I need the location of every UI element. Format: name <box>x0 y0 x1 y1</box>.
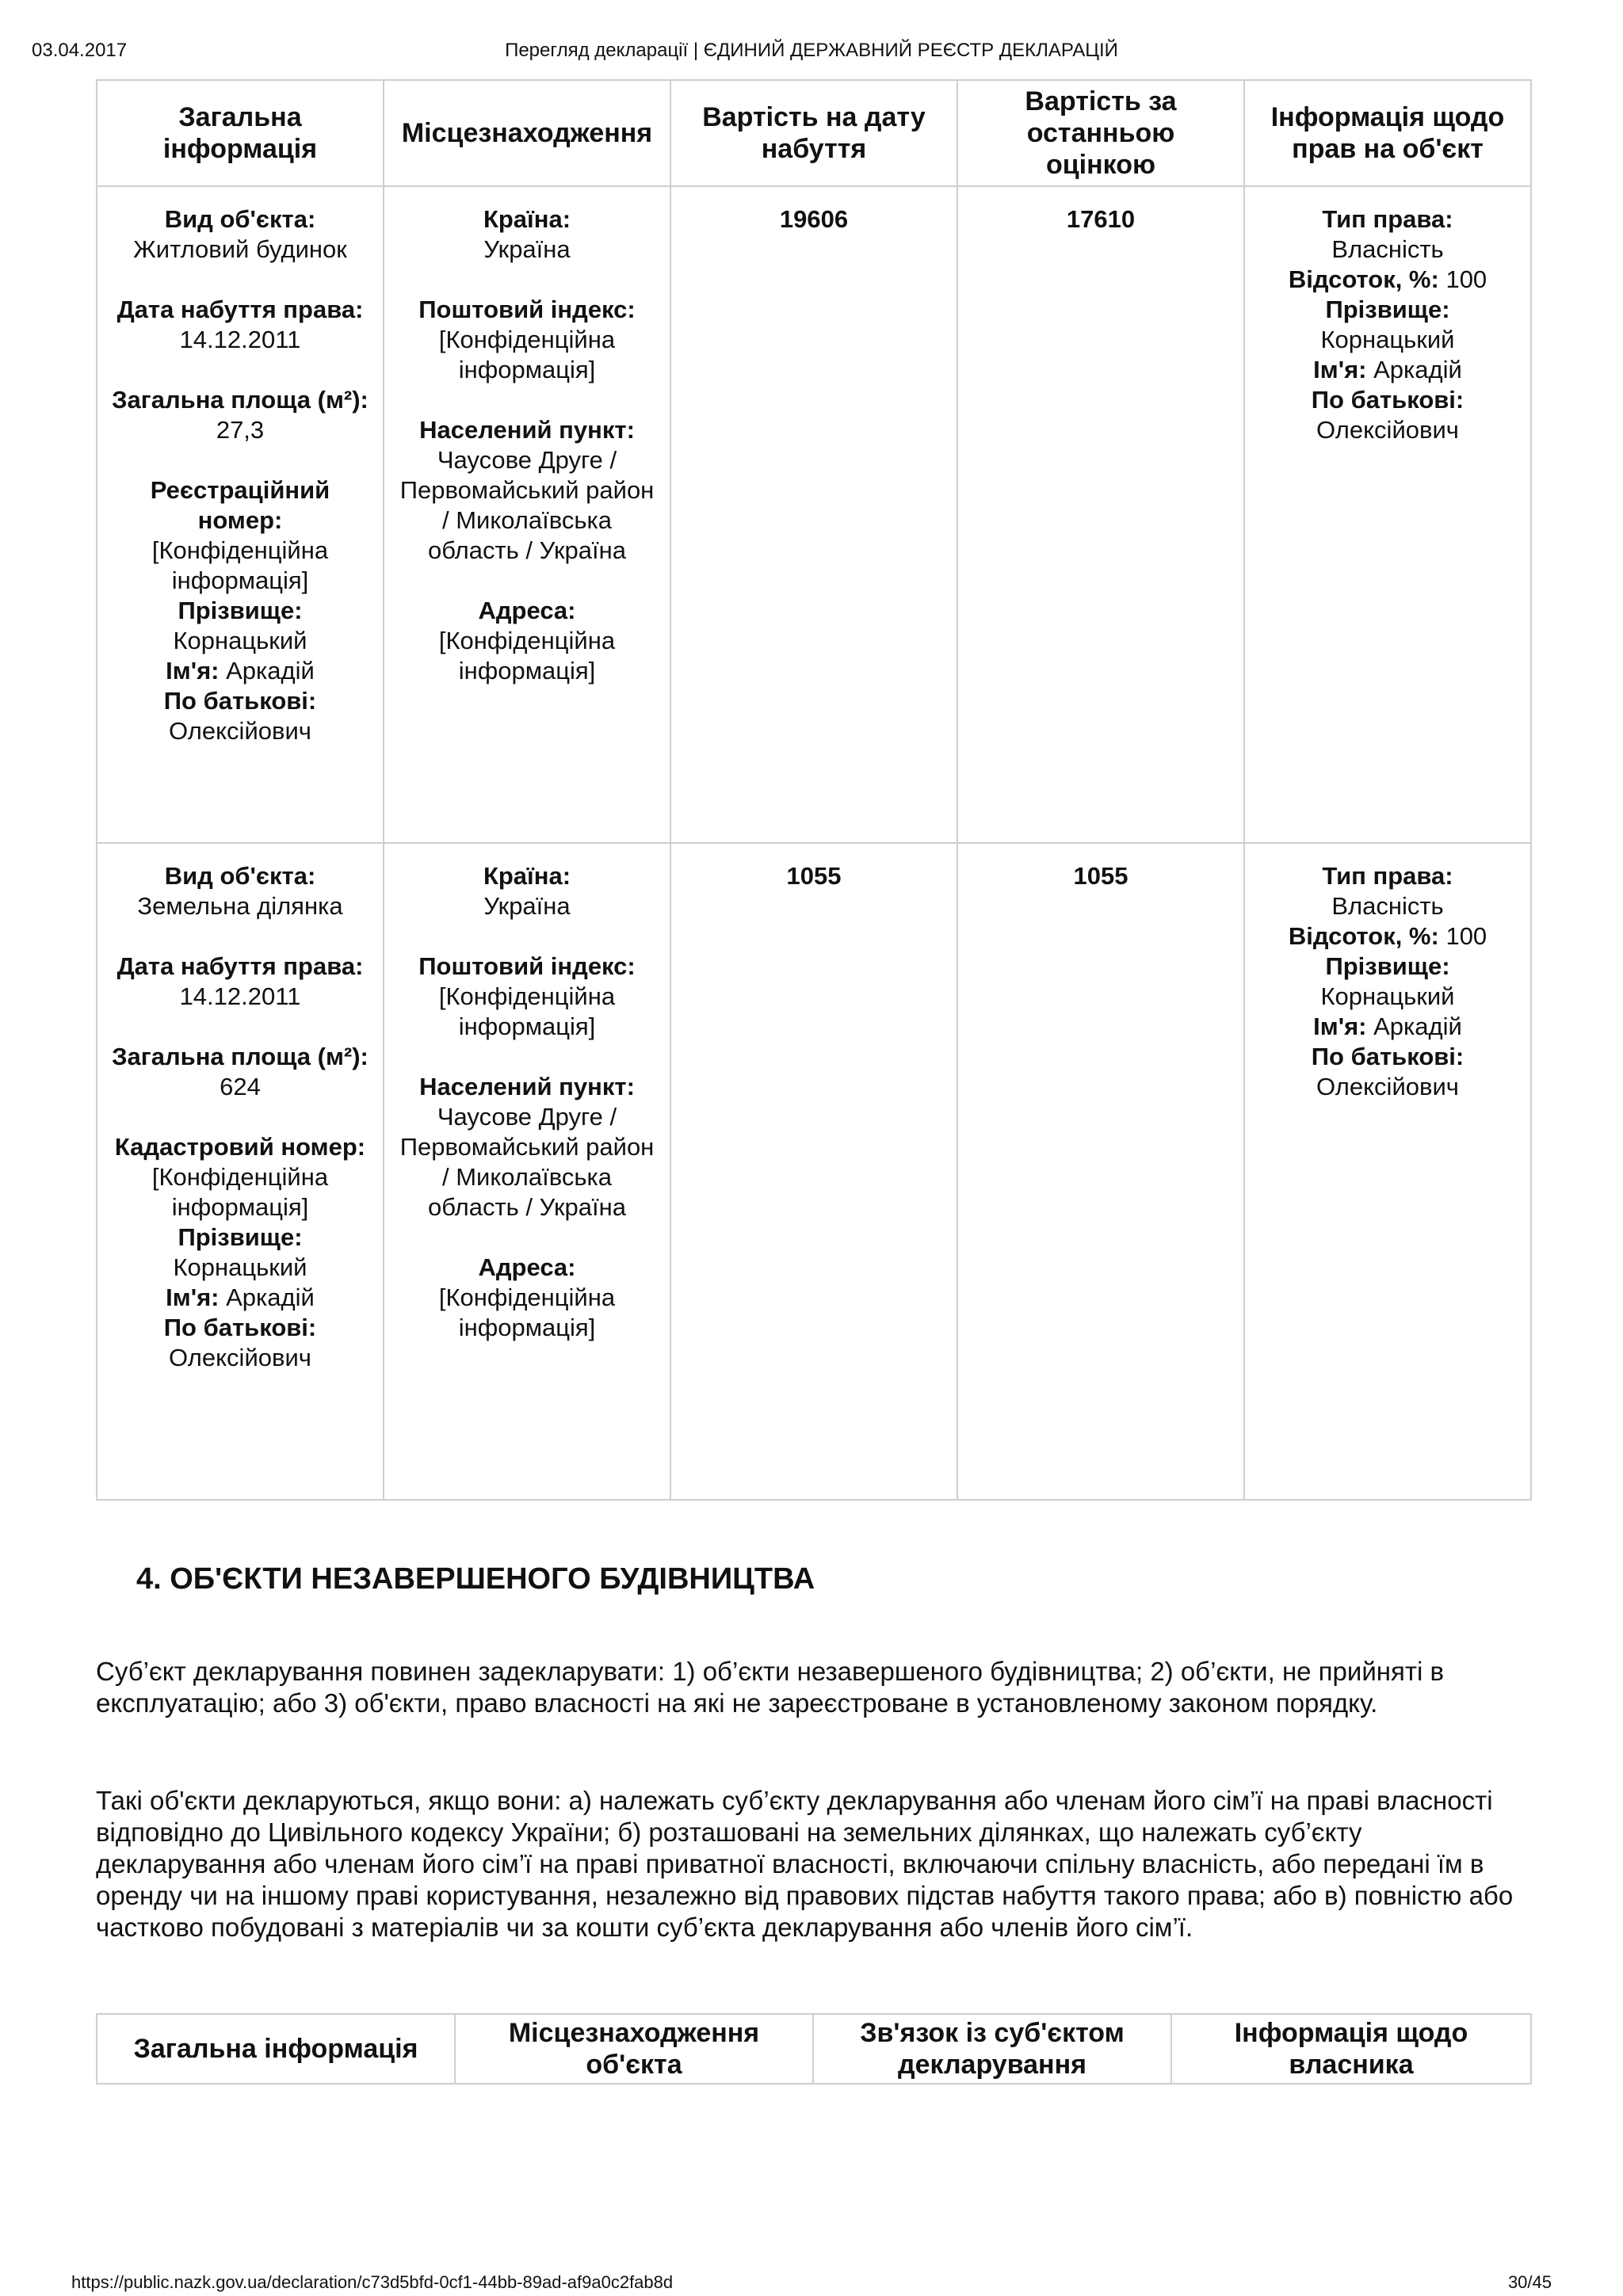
right-type-value: Власність <box>1331 235 1444 263</box>
col-owner-info: Інформація щодо власника <box>1171 2014 1531 2084</box>
first-name-label: Ім'я: <box>166 1283 220 1311</box>
country-label: Країна: <box>483 862 571 890</box>
table-header-row <box>97 2014 1531 2084</box>
surname-value: Корнацький <box>173 627 307 654</box>
country-value: Україна <box>483 235 571 263</box>
col-general-info: Загальна інформація <box>97 2014 455 2084</box>
cost-acquisition-value: 1055 <box>786 862 842 890</box>
cost-last-valuation-value: 17610 <box>1066 205 1136 233</box>
col-relation-to-declarant: Зв'язок із суб'єктом декларування <box>813 2014 1171 2084</box>
address-value: [Конфіденційна інформація] <box>438 627 616 685</box>
object-type-label: Вид об'єкта: <box>164 205 316 233</box>
patronymic-value: Олексійович <box>169 1344 311 1371</box>
owner-patronymic-value: Олексійович <box>1316 1073 1459 1100</box>
percent-value: 100 <box>1445 265 1487 293</box>
locality-value: Чаусове Друге / Первомайський район / Миколаївська область / Україна <box>399 446 655 564</box>
percent-value: 100 <box>1445 922 1487 950</box>
patronymic-label: По батькові: <box>163 687 317 715</box>
location-cell <box>384 843 670 1500</box>
general-info-cell <box>97 186 384 843</box>
owner-name-value: Аркадій <box>1373 1013 1462 1040</box>
cadastral-number-value: [Конфіденційна інформація] <box>151 1163 329 1221</box>
locality-label: Населений пункт: <box>419 416 635 444</box>
col-general-info: Загальна інформація <box>97 80 384 186</box>
print-date: 03.04.2017 <box>32 40 128 61</box>
postal-code-label: Поштовий індекс: <box>418 952 636 980</box>
rights-info-cell <box>1244 186 1531 843</box>
cost-acquisition-cell <box>670 843 957 1500</box>
owner-patronymic-label: По батькові: <box>1311 386 1465 414</box>
acquisition-date-label: Дата набуття права: <box>116 296 364 323</box>
acquisition-date-value: 14.12.2011 <box>179 326 301 353</box>
surname-label: Прізвище: <box>178 597 303 624</box>
col-rights-info: Інформація щодо прав на об'єкт <box>1244 80 1531 186</box>
cost-last-valuation-cell <box>957 843 1244 1500</box>
owner-surname-label: Прізвище: <box>1325 952 1450 980</box>
col-cost-last-valuation: Вартість за останньою оцінкою <box>957 80 1244 186</box>
object-type-value: Житловий будинок <box>133 235 347 263</box>
acquisition-date-value: 14.12.2011 <box>179 982 301 1010</box>
address-label: Адреса: <box>478 1253 576 1281</box>
owner-name-value: Аркадій <box>1373 356 1462 383</box>
general-info-cell <box>97 843 384 1500</box>
surname-value: Корнацький <box>173 1253 307 1281</box>
first-name-label: Ім'я: <box>166 657 220 685</box>
table-row <box>97 843 1531 1500</box>
registration-number-label: Реєстраційний номер: <box>150 476 330 534</box>
col-location: Місцезнаходження <box>384 80 670 186</box>
locality-label: Населений пункт: <box>419 1073 635 1100</box>
first-name-value: Аркадій <box>226 1283 315 1311</box>
total-area-label: Загальна площа (м²): <box>112 386 369 414</box>
owner-surname-value: Корнацький <box>1320 326 1455 353</box>
section-paragraph: Суб’єкт декларування повинен задекларувати: 1) об’єкти незавершеного будівництва; 2) об’єкти, не прийняті в експлуатацію; або 3) об'єкти, право власності на які не зареєстроване в установленому законом порядку. <box>96 1657 1445 1718</box>
postal-code-value: [Конфіденційна інформація] <box>438 326 616 383</box>
table-row <box>97 186 1531 843</box>
object-type-label: Вид об'єкта: <box>164 862 316 890</box>
section-title: 4. ОБ'ЄКТИ НЕЗАВЕРШЕНОГО БУДІВНИЦТВА <box>136 1562 815 1596</box>
real-estate-table <box>96 79 1532 1501</box>
section-paragraph: Такі об'єкти декларуються, якщо вони: а) належать суб’єкту декларування або членам його сім’ї на праві власності відповідно до Цивільного кодексу України; б) розташовані на земельних ділянках, що належать суб’єкту декларування або членам його сім’ї на праві приватної власності, включаючи спільну власність, або передані їм в оренду чи на іншому праві користування, незалежно від правових підстав набуття такого права; або в) повністю або частково побудовані з матеріалів чи за кошти суб’єкта декларування або членів його сім’ї. <box>96 1786 1514 1942</box>
owner-surname-label: Прізвище: <box>1325 296 1450 323</box>
surname-label: Прізвище: <box>178 1223 303 1251</box>
object-type-value: Земельна ділянка <box>137 892 343 920</box>
footer-url: https://public.nazk.gov.ua/declaration/c73d5bfd-0cf1-44bb-89ad-af9a0c2fab8d <box>71 2272 674 2292</box>
col-cost-acquisition: Вартість на дату набуття <box>670 80 957 186</box>
table-header-row <box>97 80 1531 186</box>
rights-info-cell <box>1244 843 1531 1500</box>
owner-patronymic-label: По батькові: <box>1311 1043 1465 1070</box>
page-number: 30/45 <box>1507 2272 1552 2292</box>
unfinished-construction-table <box>96 2013 1532 2084</box>
address-value: [Конфіденційна інформація] <box>438 1283 616 1341</box>
cost-acquisition-cell <box>670 186 957 843</box>
owner-name-label: Ім'я: <box>1313 356 1367 383</box>
locality-value: Чаусове Друге / Первомайський район / Миколаївська область / Україна <box>399 1103 655 1221</box>
page-title: Перегляд декларації | ЄДИНИЙ ДЕРЖАВНИЙ РЕЄСТР ДЕКЛАРАЦІЙ <box>505 40 1118 61</box>
right-type-label: Тип права: <box>1322 205 1453 233</box>
right-type-label: Тип права: <box>1322 862 1453 890</box>
cost-last-valuation-value: 1055 <box>1073 862 1128 890</box>
total-area-value: 27,3 <box>216 416 265 444</box>
right-type-value: Власність <box>1331 892 1444 920</box>
address-label: Адреса: <box>478 597 576 624</box>
acquisition-date-label: Дата набуття права: <box>116 952 364 980</box>
cost-acquisition-value: 19606 <box>779 205 849 233</box>
total-area-value: 624 <box>220 1073 261 1100</box>
patronymic-label: По батькові: <box>163 1314 317 1341</box>
col-object-location: Місцезнаходження об'єкта <box>455 2014 813 2084</box>
country-label: Країна: <box>483 205 571 233</box>
total-area-label: Загальна площа (м²): <box>112 1043 369 1070</box>
country-value: Україна <box>483 892 571 920</box>
owner-patronymic-value: Олексійович <box>1316 416 1459 444</box>
owner-surname-value: Корнацький <box>1320 982 1455 1010</box>
percent-label: Відсоток, %: <box>1288 922 1439 950</box>
first-name-value: Аркадій <box>226 657 315 685</box>
registration-number-value: [Конфіденційна інформація] <box>151 536 329 594</box>
postal-code-value: [Конфіденційна інформація] <box>438 982 616 1040</box>
owner-name-label: Ім'я: <box>1313 1013 1367 1040</box>
cost-last-valuation-cell <box>957 186 1244 843</box>
location-cell <box>384 186 670 843</box>
patronymic-value: Олексійович <box>169 717 311 745</box>
cadastral-number-label: Кадастровий номер: <box>114 1133 366 1161</box>
percent-label: Відсоток, %: <box>1288 265 1439 293</box>
postal-code-label: Поштовий індекс: <box>418 296 636 323</box>
